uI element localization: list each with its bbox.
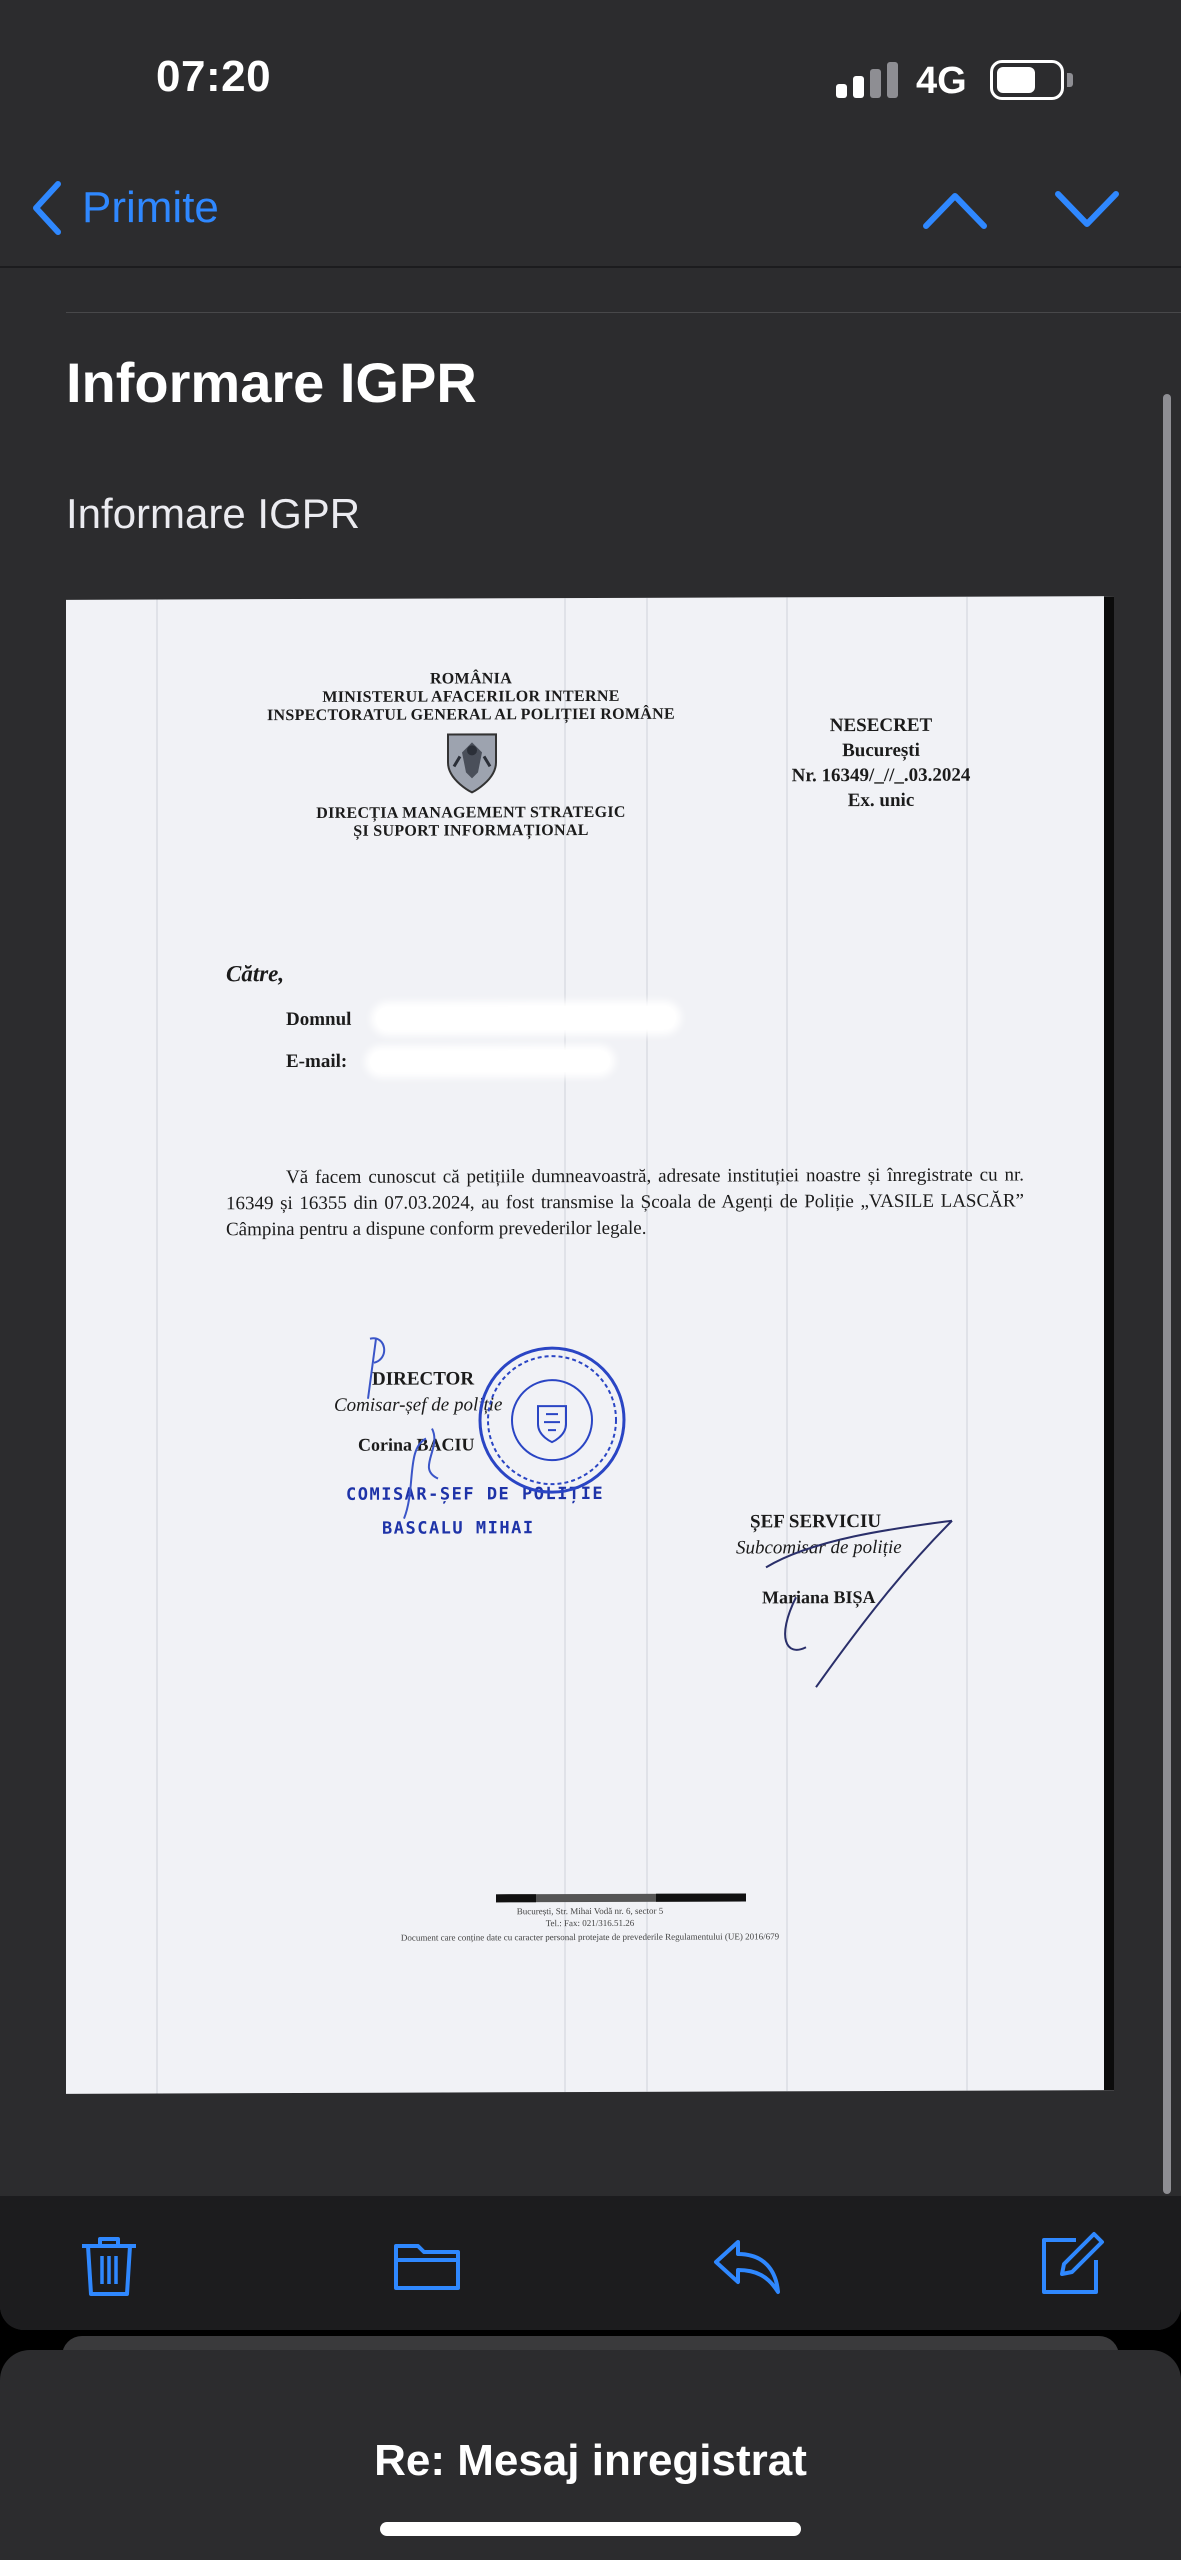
- coat-of-arms-icon: [442, 728, 502, 796]
- chevron-down-icon: [1052, 180, 1122, 240]
- network-label: 4G: [916, 60, 967, 102]
- letter-department-line2: ȘI SUPORT INFORMAȚIONAL: [353, 822, 589, 840]
- signal-icon: [836, 62, 898, 98]
- official-seal-icon: [476, 1344, 628, 1497]
- navigation-bar: [0, 150, 1181, 268]
- previous-message-button[interactable]: [920, 180, 990, 240]
- chief-title: ȘEF SERVICIU: [750, 1510, 882, 1533]
- letter-attachment[interactable]: [66, 596, 1114, 2094]
- next-message-subject: Re: Mesaj inregistrat: [374, 2436, 807, 2485]
- back-button-label: Primite: [82, 183, 219, 232]
- home-indicator[interactable]: [380, 2522, 801, 2536]
- letter-department: DIRECȚIA MANAGEMENT STRATEGIC: [316, 803, 626, 822]
- letter-email-label: E-mail:: [286, 1050, 348, 1073]
- director-name: Corina BACIU: [358, 1434, 475, 1455]
- delete-button[interactable]: [74, 2230, 144, 2300]
- letter-footer-notice: Document care conține date cu caracter personal protejate de prevederile Regulamentului (UE) 2016/679: [400, 1931, 780, 1943]
- letter-inspectorate: INSPECTORATUL GENERAL AL POLIȚIEI ROMÂNE: [267, 705, 675, 725]
- letter-country: ROMÂNIA: [429, 670, 513, 688]
- header-divider: [66, 312, 1181, 313]
- letter-footer-bar: [496, 1893, 746, 1902]
- director-title: DIRECTOR: [372, 1368, 475, 1390]
- folder-icon: [392, 2230, 462, 2300]
- battery-icon: [990, 60, 1074, 100]
- letter-copy: Ex. unic: [847, 789, 915, 812]
- stamp-name-text: BASCALU MIHAI: [382, 1518, 535, 1539]
- mail-body-text: Informare IGPR: [66, 490, 361, 537]
- letter-footer-address: București, Str. Mihai Vodă nr. 6, sector 5: [516, 1905, 664, 1917]
- compose-button[interactable]: [1036, 2230, 1106, 2300]
- mail-subject: Informare IGPR: [66, 351, 477, 414]
- letter-to-label: Către,: [226, 961, 285, 987]
- chevron-left-icon: [28, 180, 64, 236]
- letter-city: București: [842, 739, 920, 762]
- back-button[interactable]: [28, 176, 219, 240]
- letter-recipient-label: Domnul: [286, 1008, 352, 1031]
- trash-icon: [74, 2230, 144, 2300]
- chief-name: Mariana BIȘA: [762, 1587, 876, 1608]
- recipient-redaction: [376, 1006, 676, 1031]
- status-time: 07:20: [156, 52, 272, 101]
- move-to-folder-button[interactable]: [392, 2230, 462, 2300]
- letter-footer-phone: Tel.: Fax: 021/316.51.26: [545, 1917, 635, 1929]
- letter-number: Nr. 16349/_//_.03.2024: [791, 764, 971, 787]
- letter-ministry: MINISTERUL AFACERILOR INTERNE: [322, 687, 620, 706]
- letter-paragraph: Vă facem cunoscut că petițiile dumneavoastră, adresate instituției noastre și înregistrate cu nr. 16349 și 16355 din 07.03.2024, au fost transmise la Școala de Agenți de Poliție „VASILE LASCĂR” Câmpina pentru a dispune conform prevederilor legale.: [226, 1164, 1024, 1241]
- director-rank: Comisar-șef de poliție: [334, 1394, 503, 1416]
- letter-classification: NESECRET: [829, 714, 933, 737]
- mail-toolbar: [0, 2196, 1181, 2330]
- scrollbar[interactable]: [1163, 394, 1171, 2194]
- stamp-rank-text: COMISAR-ȘEF DE POLIȚIE: [346, 1483, 605, 1505]
- mail-content[interactable]: [0, 268, 1181, 2196]
- chief-rank: Subcomisar de poliție: [736, 1536, 902, 1559]
- compose-icon: [1036, 2230, 1106, 2300]
- reply-icon: [712, 2230, 782, 2300]
- director-signature-icon: [346, 1328, 486, 1528]
- reply-button[interactable]: [712, 2230, 782, 2300]
- next-message-button[interactable]: [1052, 180, 1122, 240]
- status-bar: [0, 0, 1181, 150]
- chief-signature-icon: [756, 1497, 966, 1698]
- email-redaction: [370, 1050, 610, 1073]
- chevron-up-icon: [920, 180, 990, 240]
